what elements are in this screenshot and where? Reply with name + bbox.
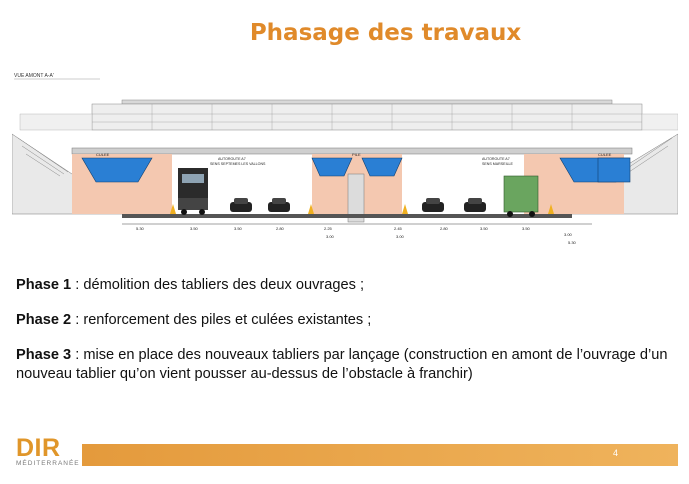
phase-2: Phase 2 : renforcement des piles et culées existantes ;	[16, 312, 372, 328]
phases-list	[16, 276, 676, 400]
dim: 5.30	[568, 240, 576, 245]
dim: 3.50	[522, 226, 530, 231]
svg-text:SENS SEPTEMES LES VALLONS: SENS SEPTEMES LES VALLONS	[210, 162, 266, 166]
dim: 3.50	[190, 226, 198, 231]
car-icon	[230, 198, 252, 212]
left-road-label: AUTOROUTE A7	[218, 157, 246, 161]
dim: 2.45	[394, 226, 402, 231]
dim: 2.80	[440, 226, 448, 231]
phase-3: Phase 3 : mise en place des nouveaux tabliers par lançage (construction en amont de l’ouvrage d’un nouveau tablier qu’on vient pousser au-dessus de l’obstacle à franchir)	[16, 347, 668, 382]
dim: 3.50	[480, 226, 488, 231]
page-title: Phasage des travaux	[249, 20, 522, 46]
dim: 2.25	[324, 226, 332, 231]
dir-logo: DIR MÉDITERRANÉE	[16, 434, 80, 467]
right-culee-label: CULEE	[598, 152, 612, 157]
truck-left-icon	[178, 168, 208, 215]
dim: 2.80	[276, 226, 284, 231]
truck-right-icon	[504, 176, 538, 217]
svg-text:SENS MARSEILLE: SENS MARSEILLE	[482, 162, 513, 166]
footer-bar	[82, 444, 678, 466]
dim: 3.50	[234, 226, 242, 231]
dim: 5.30	[136, 226, 144, 231]
view-label: VUE AMONT A-A'	[14, 73, 54, 79]
dim: 3.00	[564, 232, 572, 237]
phase-1: Phase 1 : démolition des tabliers des deux ouvrages ;	[16, 277, 365, 293]
car-icon	[268, 198, 290, 212]
page-number: 4	[612, 448, 618, 458]
dim: 3.00	[396, 234, 404, 239]
pile-label: PILE	[352, 152, 361, 157]
car-icon	[422, 198, 444, 212]
dim: 3.00	[326, 234, 334, 239]
left-culee-label: CULEE	[96, 152, 110, 157]
bridge-section-drawing	[12, 64, 678, 258]
right-road-label: AUTOROUTE A7	[482, 157, 510, 161]
car-icon	[464, 198, 486, 212]
